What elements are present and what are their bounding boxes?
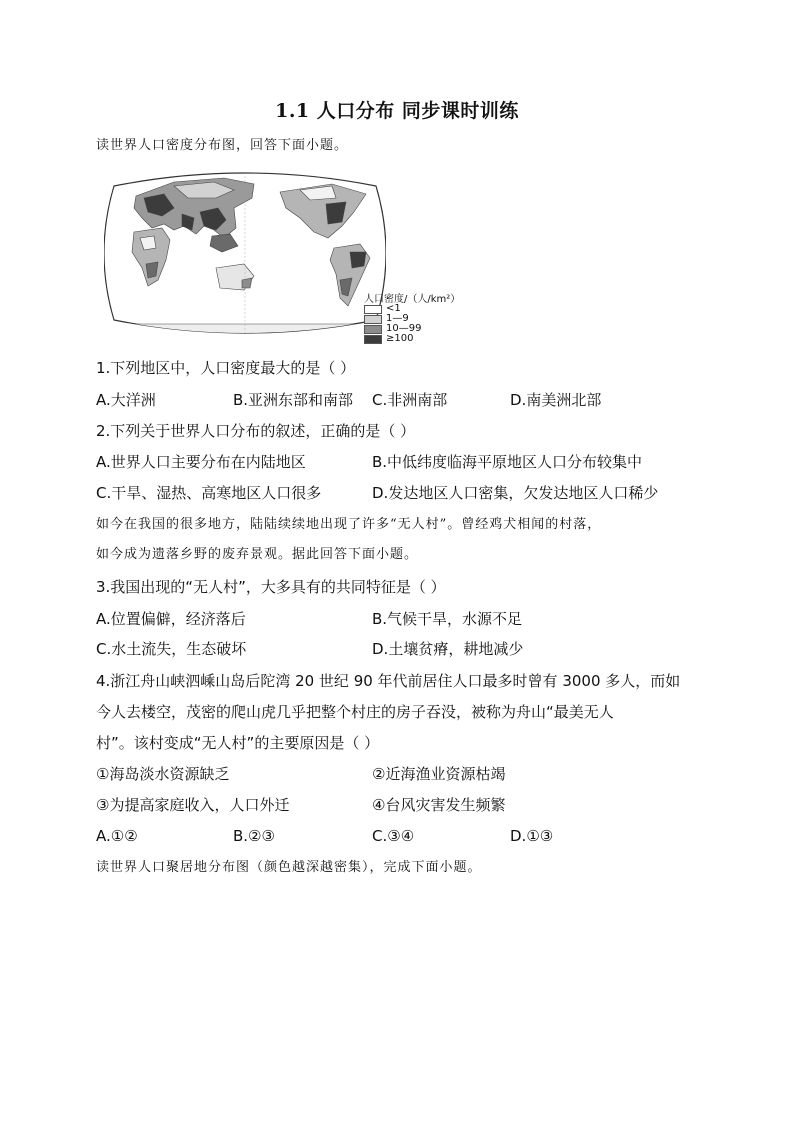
legend-swatch xyxy=(364,305,382,314)
q3-option-b[interactable]: B.气候干旱，水源不足 xyxy=(372,610,523,628)
legend-swatch xyxy=(364,315,382,324)
q4-option-c[interactable]: C.③④ xyxy=(372,827,415,845)
legend-label: 10—99 xyxy=(386,323,422,334)
q1-option-d[interactable]: D.南美洲北部 xyxy=(510,391,602,409)
question-3-stem: 3.我国出现的“无人村”，大多具有的共同特征是（ ） xyxy=(96,578,446,596)
passage-line-1: 如今在我国的很多地方，陆陆续续地出现了许多“无人村”。曾经鸡犬相闻的村落， xyxy=(96,517,602,532)
legend-swatch xyxy=(364,335,382,344)
q4-statement-2: ②近海渔业资源枯竭 xyxy=(372,765,506,783)
q4-statement-3: ③为提高家庭收入，人口外迁 xyxy=(96,796,290,814)
q2-option-b[interactable]: B.中低纬度临海平原地区人口分布较集中 xyxy=(372,453,643,471)
intro-settlement-instruction: 读世界人口聚居地分布图（颜色越深越密集），完成下面小题。 xyxy=(96,860,482,875)
q2-option-c[interactable]: C.干旱、湿热、高寒地区人口很多 xyxy=(96,484,322,502)
q3-option-c[interactable]: C.水土流失，生态破坏 xyxy=(96,640,247,658)
q1-option-b[interactable]: B.亚洲东部和南部 xyxy=(233,391,354,409)
question-4-line-2: 今人去楼空，茂密的爬山虎几乎把整个村庄的房子吞没，被称为舟山“最美无人 xyxy=(96,703,614,721)
q2-option-d[interactable]: D.发达地区人口密集，欠发达地区人口稀少 xyxy=(372,484,659,502)
q2-option-a[interactable]: A.世界人口主要分布在内陆地区 xyxy=(96,453,306,471)
intro-map-instruction: 读世界人口密度分布图，回答下面小题。 xyxy=(96,138,349,153)
q3-option-a[interactable]: A.位置偏僻，经济落后 xyxy=(96,610,246,628)
legend-label: ≥100 xyxy=(386,333,414,344)
world-population-density-map xyxy=(104,168,386,338)
question-4-line-1: 4.浙江舟山峡泗嵊山岛后陀湾 20 世纪 90 年代前居住人口最多时曾有 3000 多人，而如 xyxy=(96,672,681,690)
legend-title: 人口密度/（人/km²） xyxy=(364,294,461,305)
page-title: 1.1 人口分布 同步课时训练 xyxy=(275,100,519,122)
q3-option-d[interactable]: D.土壤贫瘠，耕地减少 xyxy=(372,640,524,658)
q4-statement-1: ①海岛淡水资源缺乏 xyxy=(96,765,230,783)
q4-option-d[interactable]: D.①③ xyxy=(510,827,554,845)
q4-statement-4: ④台风灾害发生频繁 xyxy=(372,796,506,814)
map-legend xyxy=(364,290,464,346)
question-1-stem: 1.下列地区中，人口密度最大的是（ ） xyxy=(96,359,356,377)
question-4-line-3: 村”。该村变成“无人村”的主要原因是（ ） xyxy=(96,734,380,752)
passage-line-2: 如今成为遗落乡野的废弃景观。据此回答下面小题。 xyxy=(96,547,419,562)
legend-swatch xyxy=(364,325,382,334)
q4-option-a[interactable]: A.①② xyxy=(96,827,138,845)
legend-label: <1 xyxy=(386,303,401,314)
q4-option-b[interactable]: B.②③ xyxy=(233,827,275,845)
q1-option-a[interactable]: A.大洋洲 xyxy=(96,391,156,409)
question-2-stem: 2.下列关于世界人口分布的叙述，正确的是（ ） xyxy=(96,422,416,440)
q1-option-c[interactable]: C.非洲南部 xyxy=(372,391,448,409)
legend-label: 1—9 xyxy=(386,313,409,324)
